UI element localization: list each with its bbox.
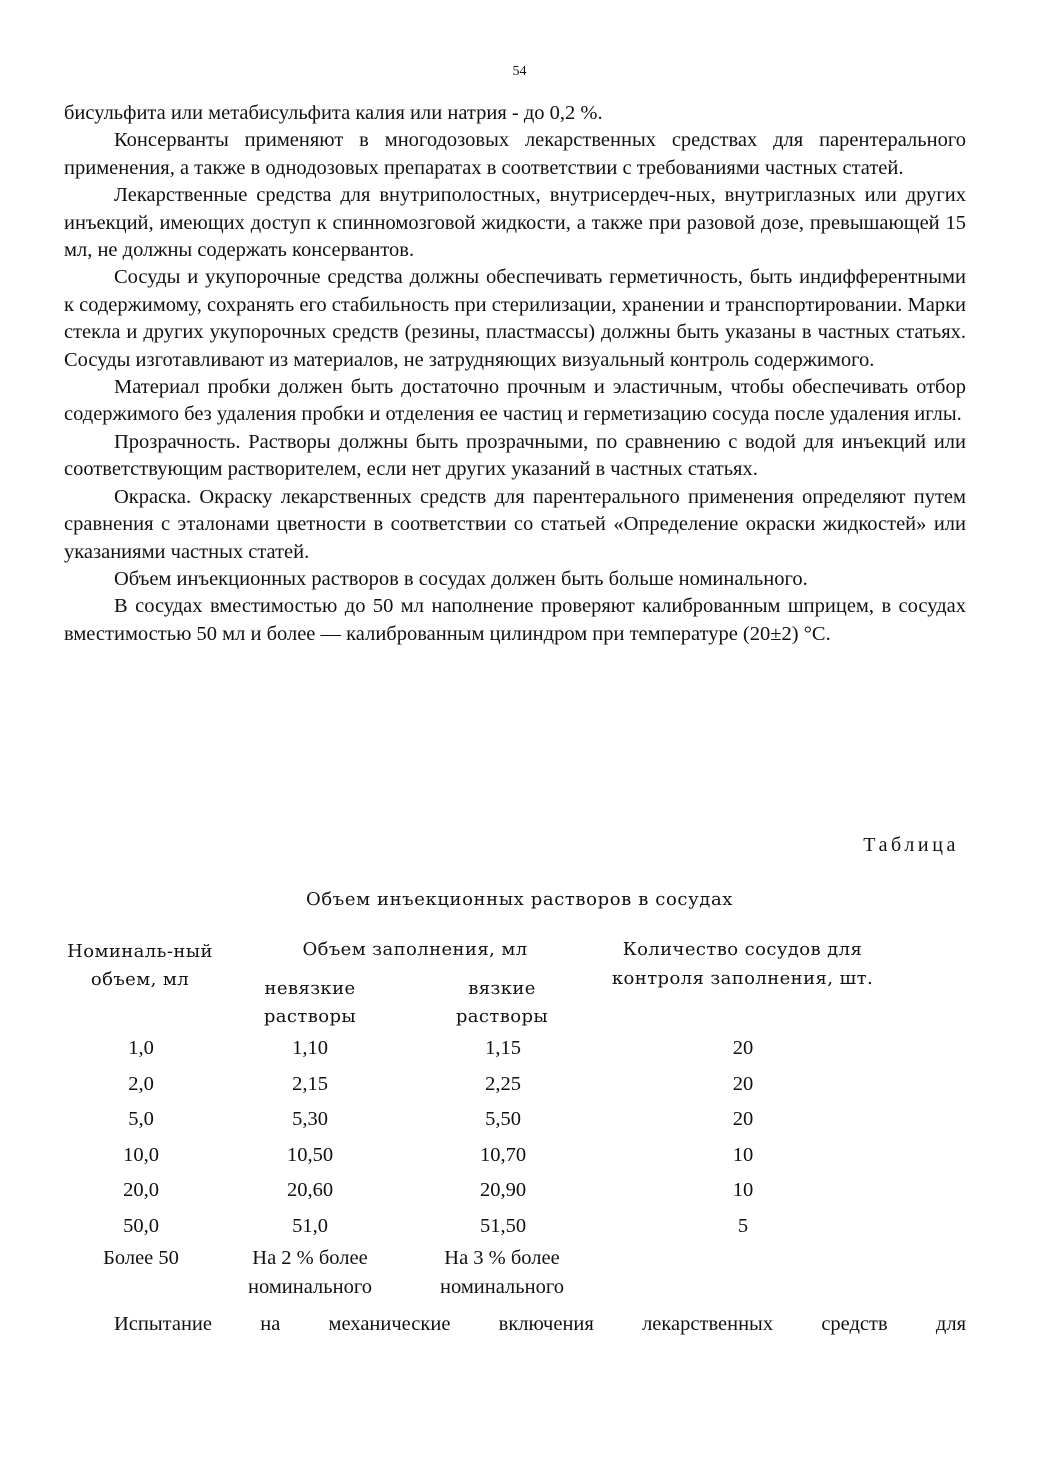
cell-count: 10 (732, 1143, 754, 1166)
table-row (0, 1037, 1039, 1073)
header-viscous: вязкие растворы (455, 978, 549, 1027)
paragraph: В сосудах вместимостью до 50 мл наполнение проверяют калиброванным шприцем, в сосудах вместимостью 50 мл и более — калиброванным цилиндром при температуре (20±2) °С. (64, 595, 966, 645)
cell-non-viscous: 20,60 (286, 1179, 334, 1201)
table-title: Объем инъекционных растворов в сосудах (305, 889, 734, 910)
table-row (0, 1073, 1039, 1109)
cell-nominal: 50,0 (123, 1214, 159, 1237)
cell-non-viscous: 51,0 (292, 1214, 328, 1237)
header-fill-volume: Объем заполнения, мл (302, 939, 528, 960)
cell-viscous: 20,90 (479, 1179, 527, 1201)
paragraph: Объем инъекционных растворов в сосудах должен быть больше номинального. (114, 567, 808, 590)
cell-nominal: 1,0 (128, 1037, 154, 1059)
cell-non-viscous: 1,10 (292, 1037, 328, 1059)
paragraph: Сосуды и укупорочные средства должны обеспечивать герметичность, быть индифферентными к содержимому, сохранять его стабильность при стерилизации, хранении и транспортировании. Марки стекла и других укупорочных средств (резины, пластмассы) должны быть указаны в частных статьях. Сосуды изготавливают из материалов, не затрудняющих визуальный контроль содержимого. (64, 266, 966, 371)
table-body (0, 1037, 1039, 1250)
header-non-viscous: невязкие растворы (263, 978, 357, 1027)
continuation-paragraph: Испытание на механические включения лекарственных средств для (114, 1313, 966, 1335)
cell-non-viscous: 2,15 (292, 1072, 328, 1095)
cell-viscous: На 3 % более номинального (440, 1247, 564, 1298)
cell-nominal: 20,0 (123, 1179, 159, 1201)
header-vessel-count: Количество сосудов для контроля заполнения, шт. (611, 939, 874, 989)
cell-count: 20 (732, 1037, 754, 1059)
cell-count: 10 (732, 1179, 754, 1201)
cell-count: 20 (732, 1072, 754, 1095)
cell-count: 5 (737, 1214, 749, 1237)
cell-viscous: 5,50 (485, 1108, 521, 1130)
paragraph: бисульфита или метабисульфита калия или натрия - до 0,2 %. (64, 102, 603, 124)
page-number: 54 (512, 64, 527, 79)
cell-nominal: Более 50 (103, 1247, 179, 1269)
cell-viscous: 51,50 (479, 1214, 527, 1237)
header-nominal-volume: Номиналь-ный объем, мл (67, 941, 213, 990)
body-text (64, 100, 966, 648)
paragraph: Материал пробки должен быть достаточно прочным и эластичным, чтобы обеспечивать отбор содержимого без удаления пробки и отделения ее частиц и герметизацию сосуда после удаления иглы. (64, 376, 966, 426)
cell-viscous: 10,70 (479, 1143, 527, 1166)
cell-nominal: 2,0 (128, 1072, 154, 1095)
table-row (0, 1108, 1039, 1144)
cell-non-viscous: 5,30 (292, 1108, 328, 1130)
cell-non-viscous: На 2 % более номинального (248, 1247, 372, 1298)
table-row (0, 1144, 1039, 1180)
cell-viscous: 1,15 (485, 1037, 521, 1059)
table-label: Таблица (863, 834, 959, 856)
cell-non-viscous: 10,50 (286, 1143, 334, 1166)
paragraph: Прозрачность. Растворы должны быть прозрачными, по сравнению с водой для инъекций или соответствующим растворителем, если нет других указаний в частных статьях. (64, 430, 966, 481)
table-row (0, 1179, 1039, 1215)
paragraph: Лекарственные средства для внутриполостных, внутрисердеч-ных, внутриглазных или других инъекций, имеющих доступ к спинномозговой жидкости, а также при разовой дозе, превышающей 15 мл, не должны содержать консервантов. (64, 184, 966, 262)
paragraph: Окраска. Окраску лекарственных средств для парентерального применения определяют путем сравнения с эталонами цветности в соответствии со статьей «Определение окраски жидкостей» или указаниями частных статей. (64, 485, 966, 563)
paragraph: Консерванты применяют в многодозовых лекарственных средствах для парентерального применения, а также в однодозовых препаратах в соответствии с требованиями частных статей. (64, 129, 966, 179)
cell-nominal: 10,0 (123, 1143, 159, 1166)
cell-count: 20 (732, 1108, 754, 1130)
cell-viscous: 2,25 (485, 1072, 521, 1095)
cell-nominal: 5,0 (128, 1108, 154, 1130)
